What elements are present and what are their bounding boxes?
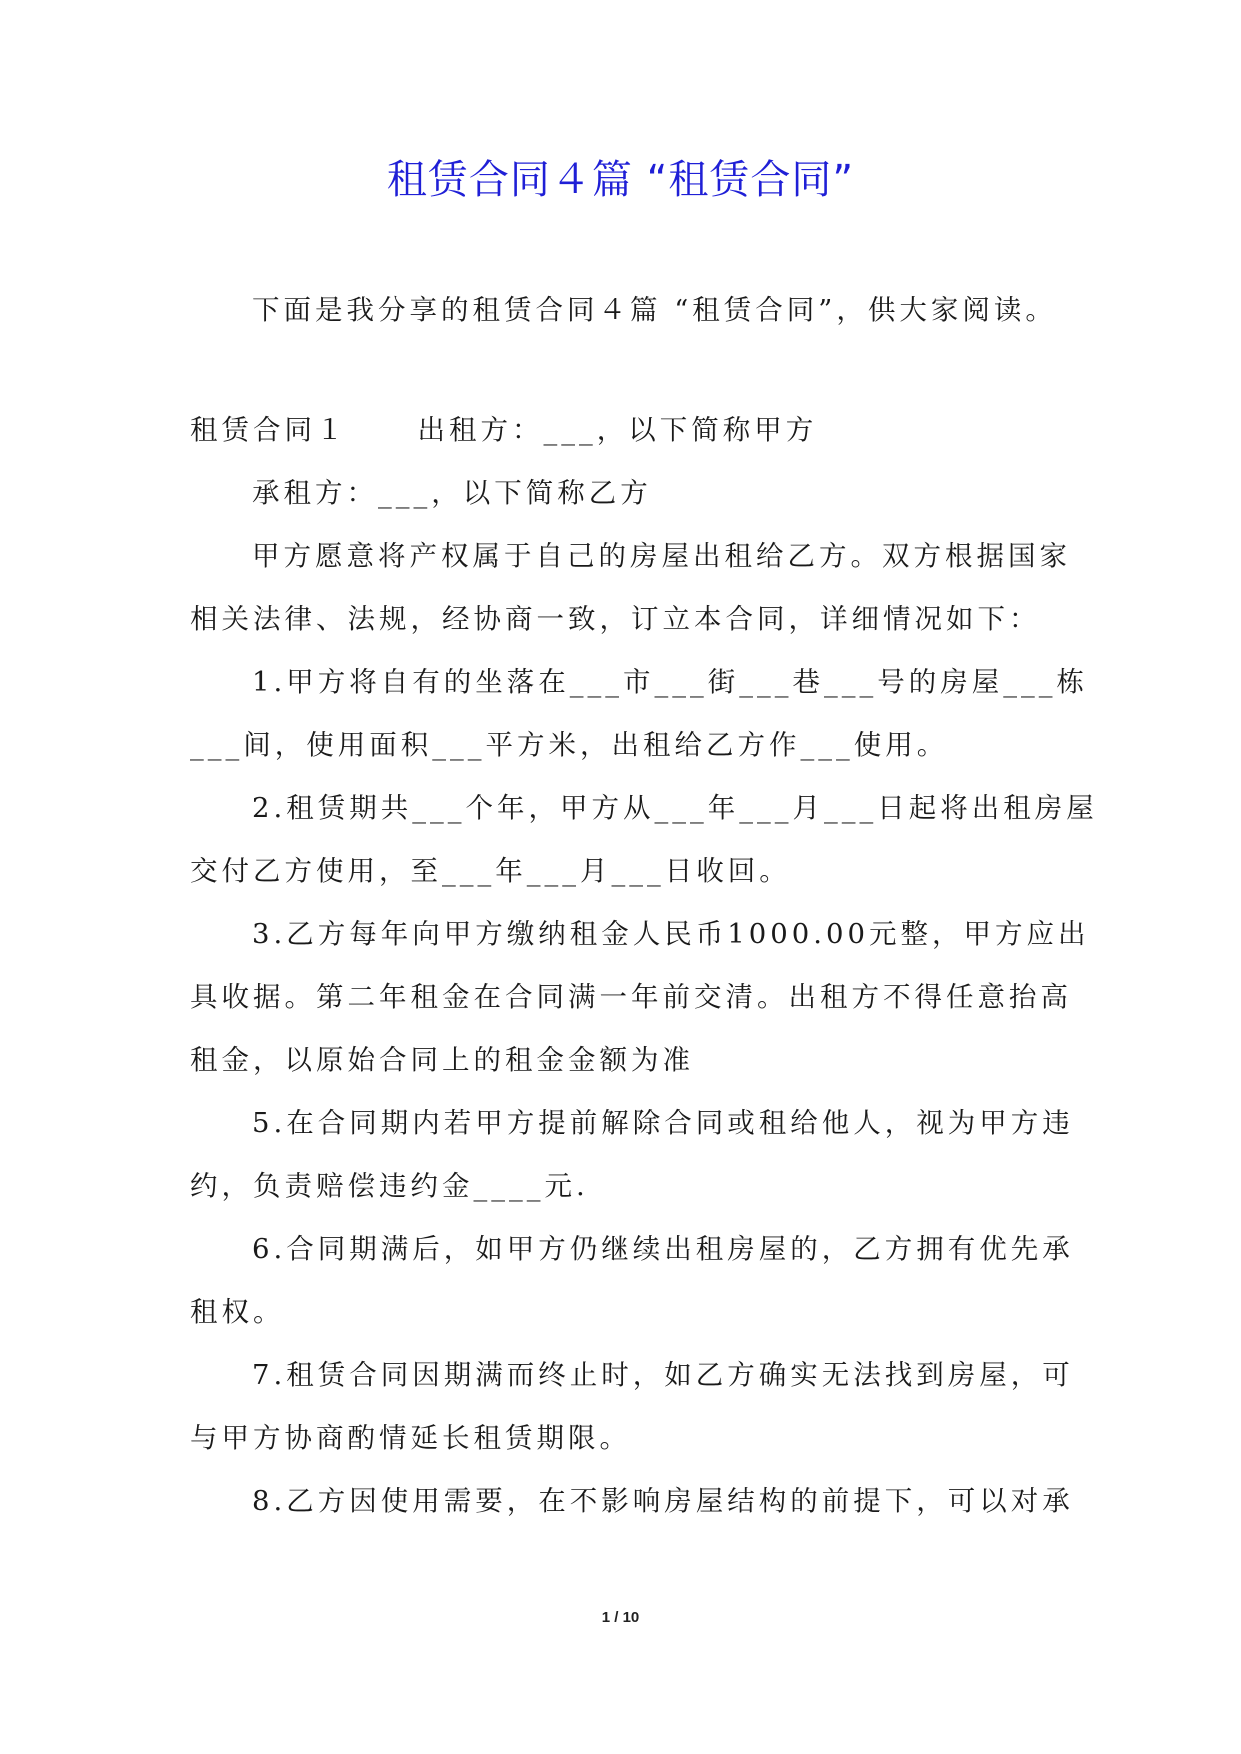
- lessor-line: 出租方：___，以下简称甲方: [417, 414, 818, 446]
- clause-8-line-1: 8.乙方因使用需要，在不影响房屋结构的前提下，可以对承: [252, 1485, 1074, 1517]
- lessee-line: 承租方：___，以下简称乙方: [252, 477, 652, 509]
- clause-5-line-2: 约，负责赔偿违约金____元.: [190, 1170, 589, 1202]
- clause-3-line-1: 3.乙方每年向甲方缴纳租金人民币1000.00元整，甲方应出: [252, 918, 1090, 950]
- section-heading: 租赁合同１: [190, 414, 348, 446]
- section-heading-row: [190, 410, 817, 450]
- page-title: 租赁合同４篇 “租赁合同”: [386, 157, 855, 203]
- clause-1-line-2: ___间，使用面积___平方米，出租给乙方作___使用。: [190, 729, 949, 761]
- clause-6-line-2: 租权。: [190, 1296, 285, 1328]
- clause-2-line-1: 2.租赁期共___个年，甲方从___年___月___日起将出租房屋: [252, 792, 1098, 824]
- clause-1-line-1: 1.甲方将自有的坐落在___市___街___巷___号的房屋___栋: [252, 666, 1088, 698]
- paragraph-intro-line-1: 甲方愿意将产权属于自己的房屋出租给乙方。双方根据国家: [252, 540, 1071, 572]
- clause-2-line-2: 交付乙方使用，至___年___月___日收回。: [190, 855, 791, 887]
- clause-3-line-3: 租金，以原始合同上的租金金额为准: [190, 1044, 694, 1076]
- clause-3-line-2: 具收据。第二年租金在合同满一年前交清。出租方不得任意抬高: [190, 981, 1072, 1013]
- page-number: 1 / 10: [601, 1609, 640, 1626]
- clause-5-line-1: 5.在合同期内若甲方提前解除合同或租给他人，视为甲方违: [252, 1107, 1074, 1139]
- paragraph-intro-line-2: 相关法律、法规，经协商一致，订立本合同，详细情况如下：: [190, 603, 1041, 635]
- intro-paragraph: 下面是我分享的租赁合同４篇 “租赁合同”，供大家阅读。: [252, 294, 1057, 326]
- clause-7-line-1: 7.租赁合同因期满而终止时，如乙方确实无法找到房屋，可: [252, 1359, 1074, 1391]
- clause-7-line-2: 与甲方协商酌情延长租赁期限。: [190, 1422, 631, 1454]
- clause-6-line-1: 6.合同期满后，如甲方仍继续出租房屋的，乙方拥有优先承: [252, 1233, 1074, 1265]
